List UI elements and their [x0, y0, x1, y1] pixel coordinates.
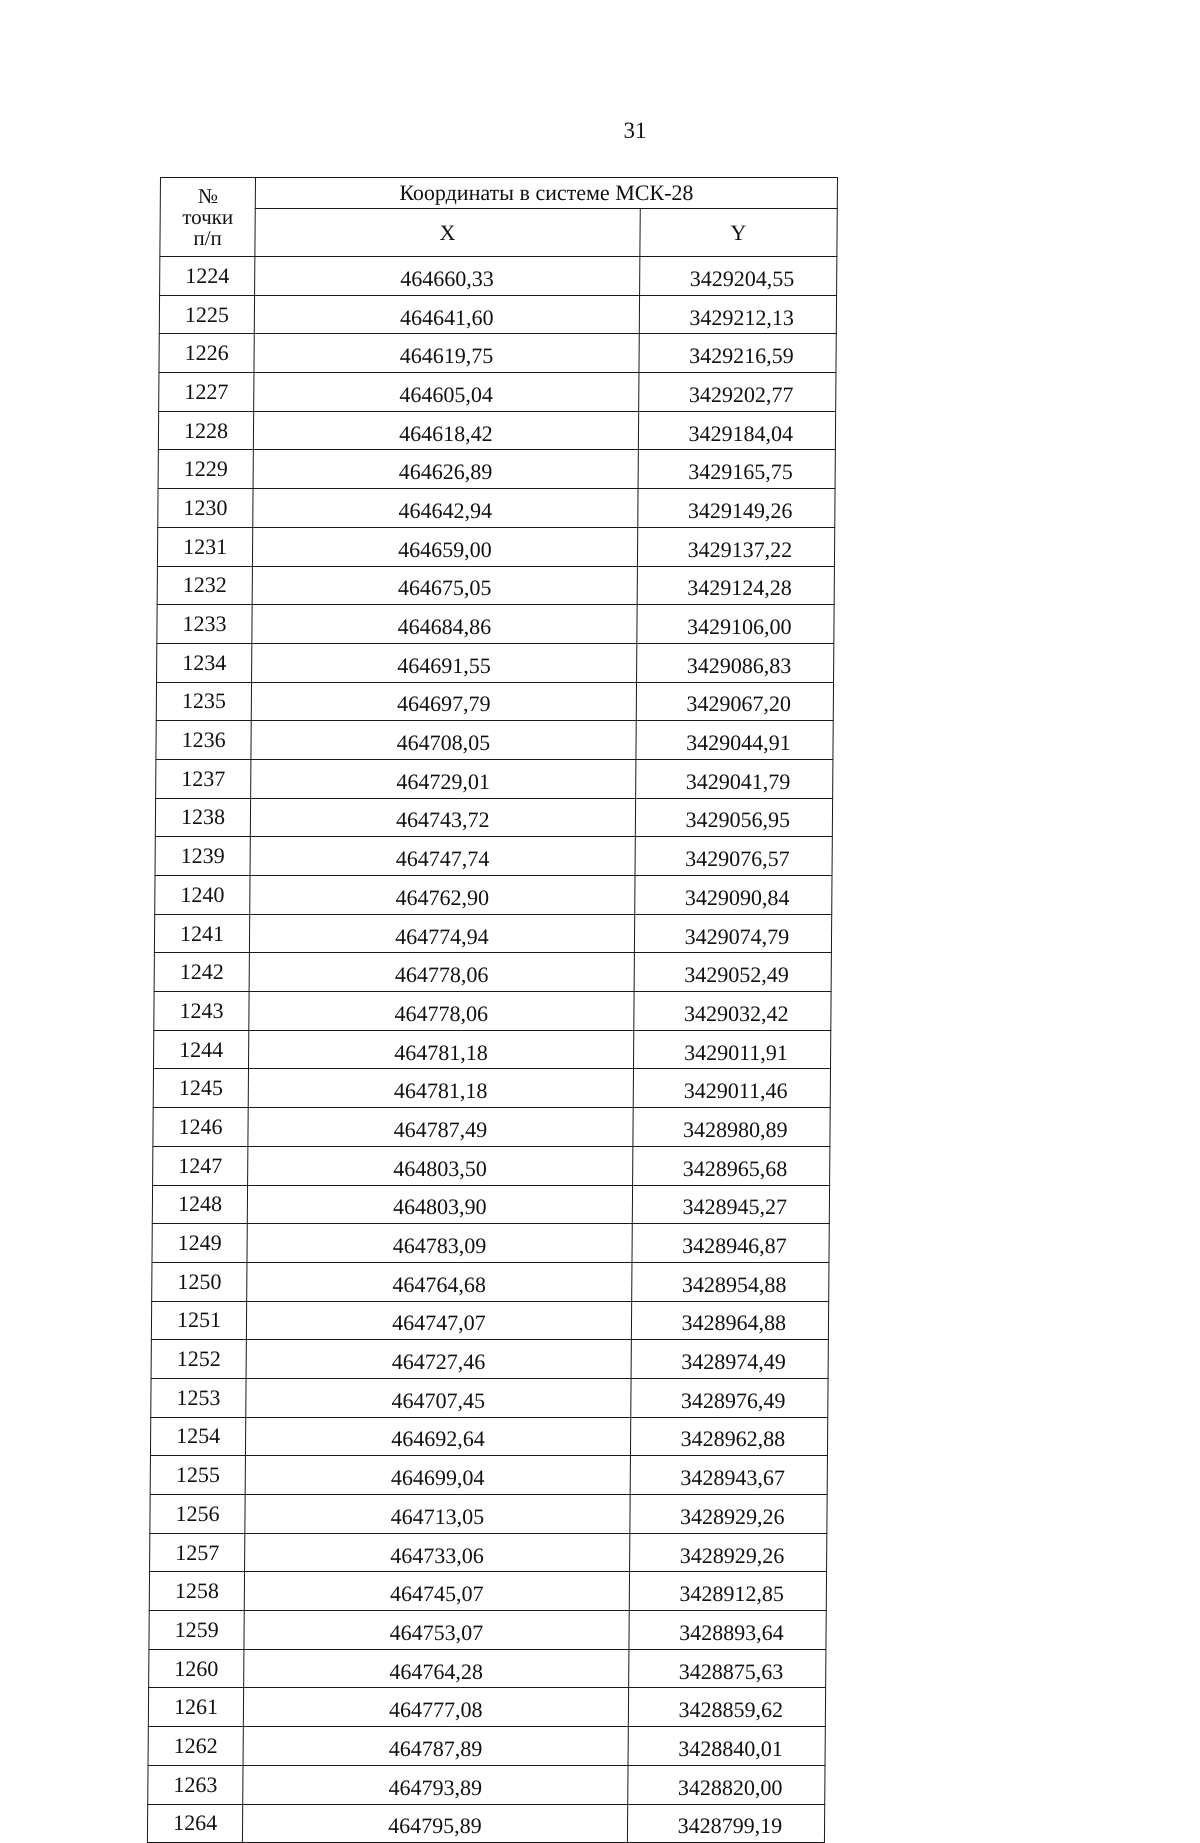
point-number-cell: 1238 — [155, 798, 250, 837]
x-coordinate-cell: 464764,68 — [247, 1262, 632, 1301]
table-row — [157, 566, 834, 605]
x-coordinate-cell: 464745,07 — [244, 1572, 629, 1611]
point-number-cell: 1241 — [154, 914, 249, 953]
y-coordinate-cell: 3429044,91 — [636, 721, 834, 760]
x-coordinate-cell: 464753,07 — [244, 1611, 629, 1650]
y-coordinate-cell: 3429216,59 — [639, 334, 837, 373]
y-coordinate-cell: 3428965,68 — [632, 1146, 830, 1185]
x-coordinate-cell: 464787,49 — [248, 1108, 633, 1147]
point-number-cell: 1237 — [156, 759, 251, 798]
header-coordinates-group: Координаты в системе МСК-28 — [255, 178, 837, 209]
y-coordinate-cell: 3428929,26 — [629, 1533, 827, 1572]
point-number-cell: 1227 — [159, 373, 254, 412]
x-coordinate-cell: 464774,94 — [250, 914, 635, 953]
y-coordinate-cell: 3429202,77 — [638, 373, 836, 412]
table-row — [156, 721, 833, 760]
y-coordinate-cell: 3429137,22 — [637, 527, 835, 566]
header-point-number — [160, 178, 256, 257]
point-number-cell: 1242 — [154, 953, 249, 992]
table-row — [150, 1533, 827, 1572]
table-row — [152, 1185, 829, 1224]
x-coordinate-cell: 464778,06 — [249, 992, 634, 1031]
x-coordinate-cell: 464762,90 — [250, 876, 635, 915]
x-coordinate-cell: 464619,75 — [254, 334, 639, 373]
x-coordinate-cell: 464793,89 — [243, 1765, 628, 1804]
x-coordinate-cell: 464781,18 — [249, 1030, 634, 1069]
table-row — [148, 1688, 825, 1727]
table-row — [150, 1417, 827, 1456]
x-coordinate-cell: 464626,89 — [253, 450, 638, 489]
x-coordinate-cell: 464684,86 — [252, 605, 637, 644]
x-coordinate-cell: 464618,42 — [253, 411, 638, 450]
y-coordinate-cell: 3428840,01 — [628, 1727, 826, 1766]
x-coordinate-cell: 464803,90 — [247, 1185, 632, 1224]
point-number-cell: 1259 — [149, 1611, 244, 1650]
header-num-sign: № — [197, 183, 219, 208]
x-coordinate-cell: 464713,05 — [245, 1495, 630, 1534]
point-number-cell: 1252 — [151, 1340, 246, 1379]
x-coordinate-cell: 464675,05 — [252, 566, 637, 605]
table-row — [149, 1649, 826, 1688]
x-coordinate-cell: 464707,45 — [246, 1378, 631, 1417]
x-coordinate-cell: 464743,72 — [250, 798, 635, 837]
table-row — [160, 257, 837, 296]
table-row — [153, 1108, 830, 1147]
y-coordinate-cell: 3428954,88 — [631, 1262, 829, 1301]
y-coordinate-cell: 3428799,19 — [627, 1804, 825, 1843]
y-coordinate-cell: 3428976,49 — [630, 1378, 828, 1417]
x-coordinate-cell: 464778,06 — [249, 953, 634, 992]
point-number-cell: 1229 — [158, 450, 253, 489]
table-row — [155, 798, 832, 837]
x-coordinate-cell: 464803,50 — [248, 1146, 633, 1185]
y-coordinate-cell: 3428893,64 — [629, 1611, 827, 1650]
y-coordinate-cell: 3429165,75 — [638, 450, 836, 489]
x-coordinate-cell: 464787,89 — [243, 1727, 628, 1766]
x-coordinate-cell: 464729,01 — [251, 759, 636, 798]
point-number-cell: 1264 — [147, 1804, 242, 1843]
y-coordinate-cell: 3429204,55 — [639, 257, 837, 296]
x-coordinate-cell: 464733,06 — [245, 1533, 630, 1572]
table-body — [147, 257, 836, 1843]
y-coordinate-cell: 3428946,87 — [632, 1224, 830, 1263]
y-coordinate-cell: 3429052,49 — [634, 953, 832, 992]
table-row — [147, 1804, 824, 1843]
point-number-cell: 1258 — [149, 1572, 244, 1611]
x-coordinate-cell: 464692,64 — [246, 1417, 631, 1456]
header-num-word: точки — [182, 204, 234, 229]
x-coordinate-cell: 464697,79 — [251, 682, 636, 721]
y-coordinate-cell: 3429212,13 — [639, 295, 837, 334]
table-row — [157, 527, 834, 566]
header-num-abbr: п/п — [193, 225, 222, 250]
table-row — [154, 953, 831, 992]
x-coordinate-cell: 464795,89 — [243, 1804, 628, 1843]
y-coordinate-cell: 3428945,27 — [632, 1185, 830, 1224]
table-row — [159, 373, 836, 412]
y-coordinate-cell: 3428943,67 — [630, 1456, 828, 1495]
point-number-cell: 1245 — [153, 1069, 248, 1108]
point-number-cell: 1228 — [158, 411, 253, 450]
table-row — [148, 1727, 825, 1766]
point-number-cell: 1233 — [157, 605, 252, 644]
point-number-cell: 1236 — [156, 721, 251, 760]
y-coordinate-cell: 3429074,79 — [634, 914, 832, 953]
x-coordinate-cell: 464708,05 — [251, 721, 636, 760]
table-row — [153, 1030, 830, 1069]
table-row — [149, 1611, 826, 1650]
y-coordinate-cell: 3428929,26 — [630, 1495, 828, 1534]
x-coordinate-cell: 464641,60 — [254, 295, 639, 334]
x-coordinate-cell: 464747,74 — [250, 837, 635, 876]
table-row — [151, 1340, 828, 1379]
point-number-cell: 1224 — [160, 257, 255, 296]
y-coordinate-cell: 3429041,79 — [635, 759, 833, 798]
header-y: Y — [640, 209, 838, 257]
y-coordinate-cell: 3428974,49 — [631, 1340, 829, 1379]
point-number-cell: 1260 — [149, 1649, 244, 1688]
y-coordinate-cell: 3428962,88 — [630, 1417, 828, 1456]
table-row — [155, 837, 832, 876]
y-coordinate-cell: 3428875,63 — [628, 1649, 826, 1688]
table-row — [159, 295, 836, 334]
point-number-cell: 1226 — [159, 334, 254, 373]
point-number-cell: 1231 — [157, 527, 252, 566]
table-row — [158, 489, 835, 528]
point-number-cell: 1240 — [155, 876, 250, 915]
x-coordinate-cell: 464764,28 — [244, 1649, 629, 1688]
table-row — [151, 1378, 828, 1417]
y-coordinate-cell: 3429086,83 — [636, 643, 834, 682]
y-coordinate-cell: 3429124,28 — [637, 566, 835, 605]
x-coordinate-cell: 464727,46 — [246, 1340, 631, 1379]
point-number-cell: 1244 — [153, 1030, 248, 1069]
y-coordinate-cell: 3428964,88 — [631, 1301, 829, 1340]
point-number-cell: 1247 — [153, 1146, 248, 1185]
point-number-cell: 1263 — [148, 1765, 243, 1804]
y-coordinate-cell: 3428980,89 — [633, 1108, 831, 1147]
x-coordinate-cell: 464777,08 — [243, 1688, 628, 1727]
table-row — [151, 1301, 828, 1340]
y-coordinate-cell: 3428820,00 — [627, 1765, 825, 1804]
y-coordinate-cell: 3429032,42 — [633, 992, 831, 1031]
point-number-cell: 1225 — [159, 295, 254, 334]
table-row — [156, 759, 833, 798]
table-row — [148, 1765, 825, 1804]
table-row — [152, 1262, 829, 1301]
table-row — [153, 1146, 830, 1185]
table-row — [157, 605, 834, 644]
x-coordinate-cell: 464659,00 — [253, 527, 638, 566]
coordinates-table — [147, 177, 838, 1843]
point-number-cell: 1255 — [150, 1456, 245, 1495]
table-row — [150, 1456, 827, 1495]
table-row — [154, 992, 831, 1031]
y-coordinate-cell: 3428912,85 — [629, 1572, 827, 1611]
table-row — [154, 914, 831, 953]
table-row — [156, 682, 833, 721]
point-number-cell: 1261 — [148, 1688, 243, 1727]
x-coordinate-cell: 464699,04 — [245, 1456, 630, 1495]
table-row — [159, 334, 836, 373]
point-number-cell: 1235 — [156, 682, 251, 721]
x-coordinate-cell: 464642,94 — [253, 489, 638, 528]
point-number-cell: 1246 — [153, 1108, 248, 1147]
point-number-cell: 1256 — [150, 1495, 245, 1534]
x-coordinate-cell: 464660,33 — [255, 257, 640, 296]
point-number-cell: 1230 — [158, 489, 253, 528]
y-coordinate-cell: 3429076,57 — [635, 837, 833, 876]
table-row — [155, 876, 832, 915]
y-coordinate-cell: 3429056,95 — [635, 798, 833, 837]
table-row — [158, 411, 835, 450]
table-row — [153, 1069, 830, 1108]
point-number-cell: 1254 — [150, 1417, 245, 1456]
table-row — [149, 1572, 826, 1611]
y-coordinate-cell: 3429184,04 — [638, 411, 836, 450]
point-number-cell: 1253 — [151, 1378, 246, 1417]
table-header — [160, 178, 838, 257]
table-row — [150, 1495, 827, 1534]
table-row — [152, 1224, 829, 1263]
table-row — [157, 643, 834, 682]
point-number-cell: 1243 — [154, 992, 249, 1031]
table-row — [158, 450, 835, 489]
point-number-cell: 1239 — [155, 837, 250, 876]
point-number-cell: 1251 — [151, 1301, 246, 1340]
point-number-cell: 1249 — [152, 1224, 247, 1263]
x-coordinate-cell: 464605,04 — [254, 373, 639, 412]
y-coordinate-cell: 3429090,84 — [634, 876, 832, 915]
y-coordinate-cell: 3429011,46 — [633, 1069, 831, 1108]
x-coordinate-cell: 464781,18 — [248, 1069, 633, 1108]
header-x: X — [255, 209, 640, 257]
y-coordinate-cell: 3429067,20 — [636, 682, 834, 721]
y-coordinate-cell: 3429149,26 — [637, 489, 835, 528]
point-number-cell: 1248 — [152, 1185, 247, 1224]
point-number-cell: 1234 — [157, 643, 252, 682]
x-coordinate-cell: 464691,55 — [252, 643, 637, 682]
point-number-cell: 1262 — [148, 1727, 243, 1766]
y-coordinate-cell: 3429106,00 — [637, 605, 835, 644]
point-number-cell: 1232 — [157, 566, 252, 605]
x-coordinate-cell: 464747,07 — [246, 1301, 631, 1340]
x-coordinate-cell: 464783,09 — [247, 1224, 632, 1263]
point-number-cell: 1257 — [150, 1533, 245, 1572]
point-number-cell: 1250 — [152, 1262, 247, 1301]
y-coordinate-cell: 3429011,91 — [633, 1030, 831, 1069]
y-coordinate-cell: 3428859,62 — [628, 1688, 826, 1727]
page-number: 31 — [623, 118, 647, 143]
